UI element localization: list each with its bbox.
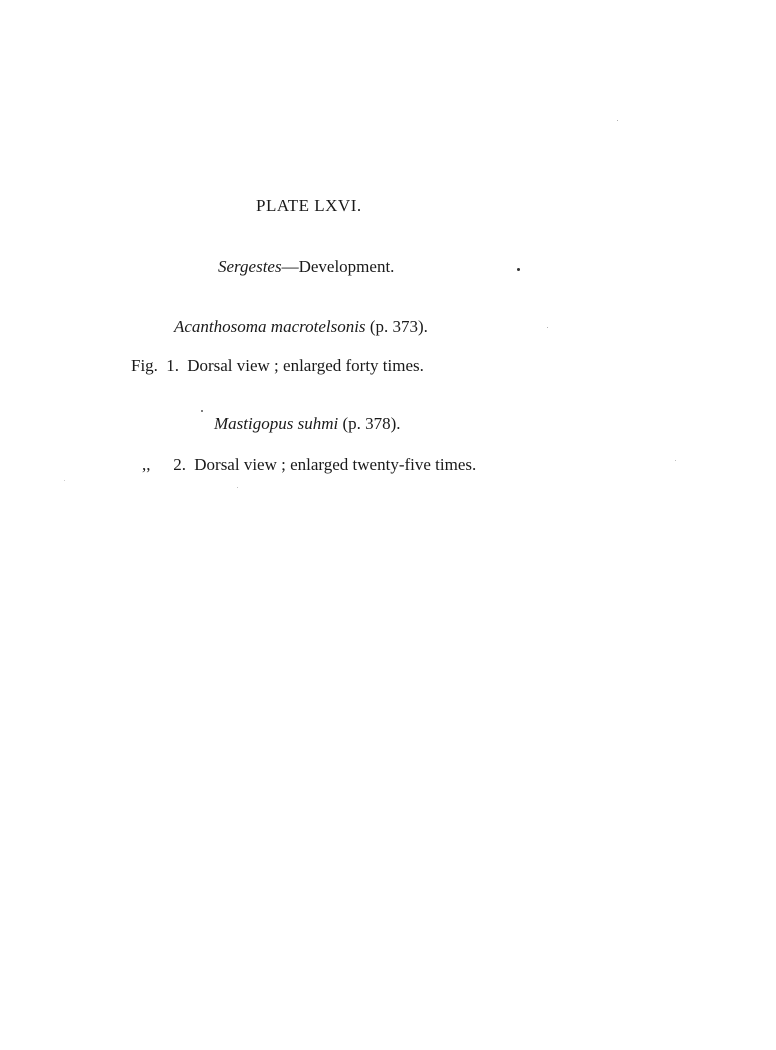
species-heading — [174, 317, 428, 337]
paper-speck — [617, 120, 618, 121]
figure-caption — [131, 356, 424, 376]
subject-rest: —Development. — [281, 257, 395, 276]
species-name: Mastigopus suhmi — [214, 414, 339, 433]
paper-speck — [237, 487, 238, 488]
figure-description: Dorsal view ; enlarged forty times. — [187, 356, 424, 375]
genus-name: Sergestes — [218, 257, 282, 276]
figure-description: Dorsal view ; enlarged twenty-five times. — [194, 455, 477, 474]
paper-speck — [64, 480, 65, 481]
figure-label: ,, — [142, 455, 151, 474]
page-reference: (p. 373). — [365, 317, 428, 336]
figure-label: Fig. — [131, 356, 158, 375]
figure-caption — [142, 455, 476, 475]
species-heading — [214, 414, 401, 434]
plate-title: PLATE LXVI. — [256, 196, 362, 215]
paper-speck — [675, 460, 676, 461]
plate-subject — [218, 257, 394, 277]
paper-speck — [547, 327, 548, 328]
species-name: Acanthosoma macrotelsonis — [174, 317, 366, 336]
paper-speck — [517, 268, 520, 271]
paper-speck — [201, 410, 203, 412]
figure-number: 1. — [166, 356, 179, 375]
figure-number: 2. — [173, 455, 186, 474]
page-reference: (p. 378). — [338, 414, 401, 433]
